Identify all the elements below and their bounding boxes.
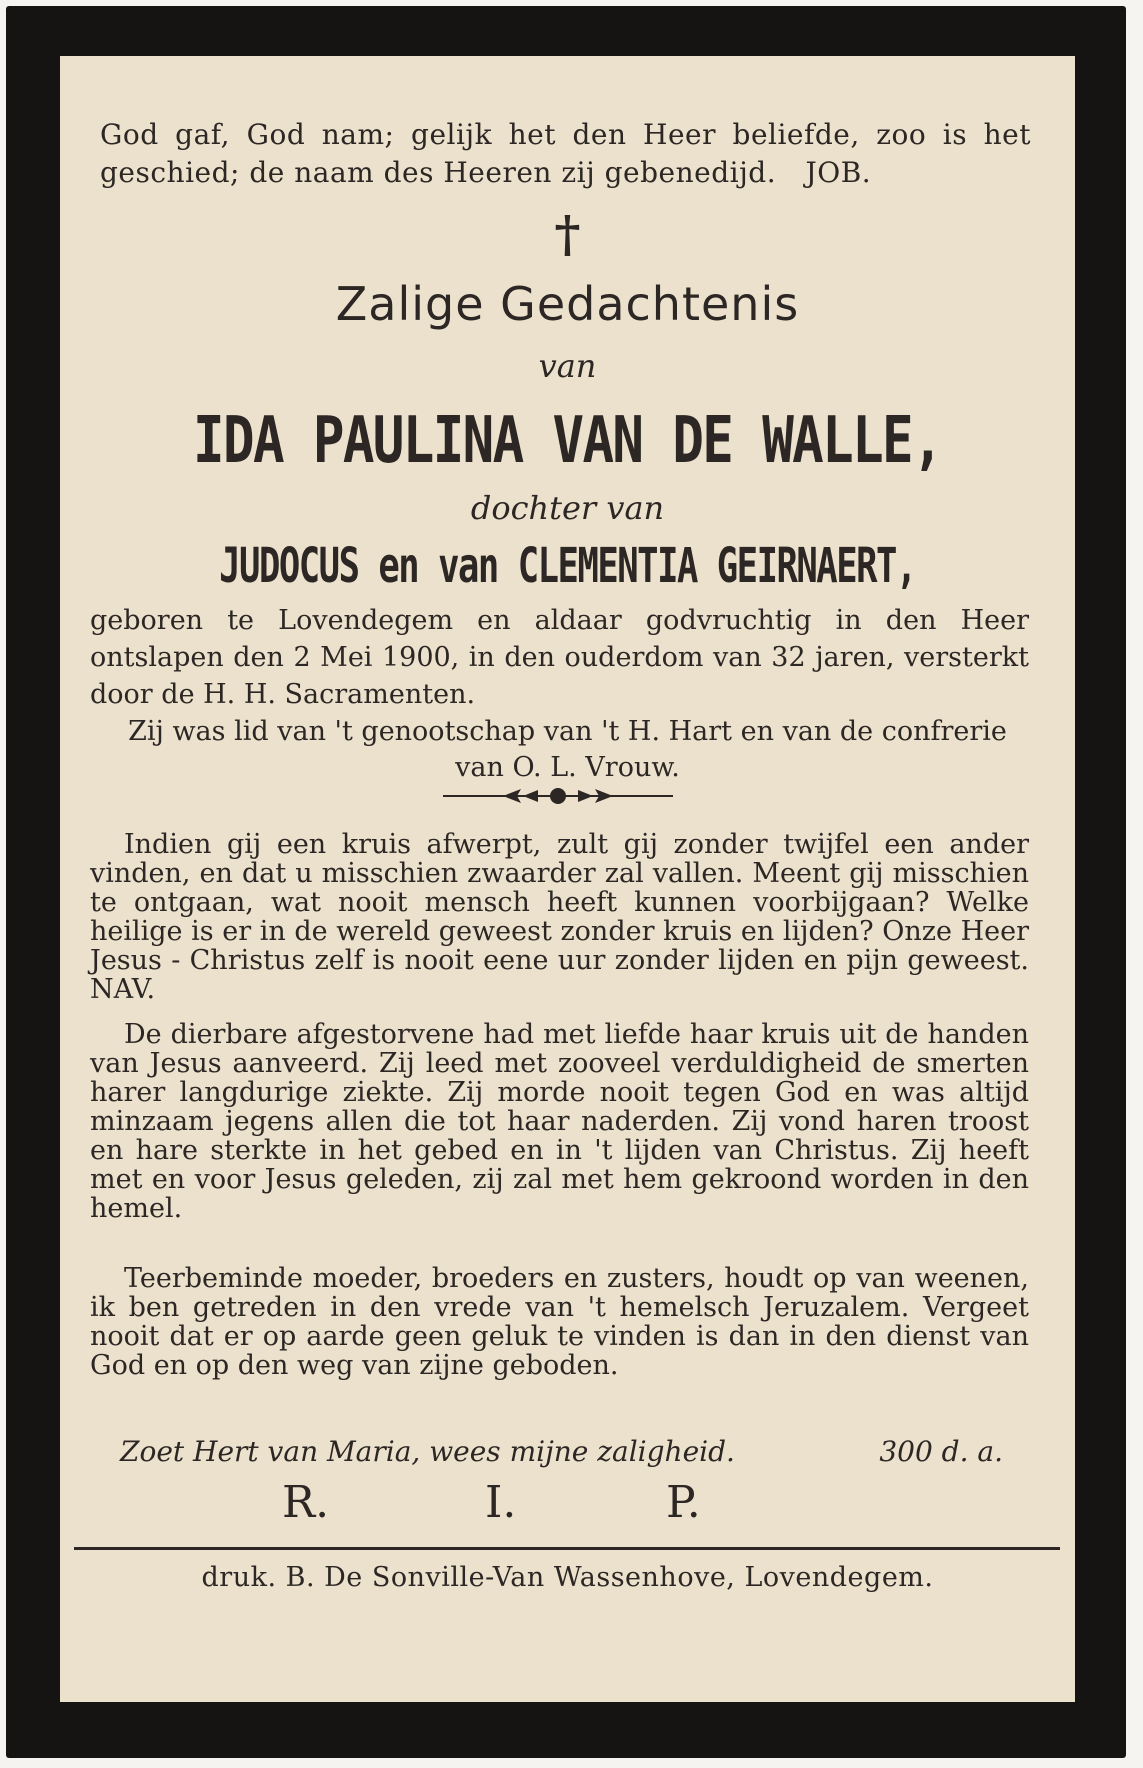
parents-names: JUDOCUS en van CLEMENTIA GEIRNAERT, <box>219 538 916 594</box>
paragraph-tribute: De dierbare afgestorvene had met liefde haar kruis uit de handen van Jesus aanveerd. Zij leed met zooveel verduldigheid de smerten harer langdurige ziekte. Zij morde nooit tegen God en was altijd minzaam jegens allen die tot haar naderden. Zij vond haren troost en hare sterkte in het gebed en in 't lijden van Christus. Zij heeft met en voor Jesus geleden, zij zal met hem gekroond worden in den hemel. <box>90 1019 1029 1224</box>
paragraph-farewell: Teerbeminde moeder, broeders en zusters, houdt op van weenen, ik ben getreden in den vrede van 't hemelsch Jeruzalem. Vergeet nooit dat er op aarde geen geluk te vinden is dan in den dienst van God en op den weg van zijne geboden. <box>90 1263 1029 1381</box>
paragraph-quote-source: NAV. <box>90 974 156 1005</box>
printer-credit: druk. B. De Sonville-Van Wassenhove, Lovendegem. <box>201 1562 934 1593</box>
divider-rule <box>74 1547 1060 1550</box>
biography: geboren te Lovendegem en aldaar godvruchtig in den Heer ontslapen den 2 Mei 1900, in den ouderdom van 32 jaren, versterkt door de H. H. Sacramenten. <box>90 605 1029 710</box>
card-title: Zalige Gedachtenis <box>335 277 800 331</box>
epigraph <box>60 116 1075 192</box>
deceased-name: IDA PAULINA VAN DE WALLE, <box>193 404 942 478</box>
indulgence-text: 300 d. a. <box>879 1435 1003 1468</box>
rip-i: I. <box>485 1477 517 1528</box>
membership: Zij was lid van 't genootschap van 't H. Hart en van de confrerie van O. L. Vrouw. <box>128 716 1007 783</box>
epigraph-author: JOB. <box>805 156 872 189</box>
dochter-van-label: dochter van <box>470 489 665 527</box>
ornament-divider-icon <box>443 786 673 806</box>
cross-icon: † <box>554 204 581 263</box>
card-paper <box>60 56 1075 1702</box>
rip-r: R. <box>282 1477 330 1528</box>
van-label: van <box>538 347 597 385</box>
paragraph-quote <box>60 830 1075 1004</box>
epigraph-text: God gaf, God nam; gelijk het den Heer beliefde, zoo is het geschied; de naam des Heeren zij gebenedijd. <box>100 118 1031 189</box>
paragraph-quote-text: Indien gij een kruis afwerpt, zult gij zonder twijfel een ander vinden, en dat u misschien zwaarder zal vallen. Meent gij misschien te ontgaan, wat nooit mensch heeft kunnen voorbijgaan? Welke heilige is er in de wereld geweest zonder kruis en lijden? Onze Heer Jesus - Christus zelf is nooit eene uur zonder lijden en pijn geweest. <box>90 829 1029 976</box>
prayer-line <box>60 1434 1075 1470</box>
rip-p: P. <box>666 1477 701 1528</box>
prayer-text: Zoet Hert van Maria, wees mijne zaligheid. <box>120 1435 735 1468</box>
